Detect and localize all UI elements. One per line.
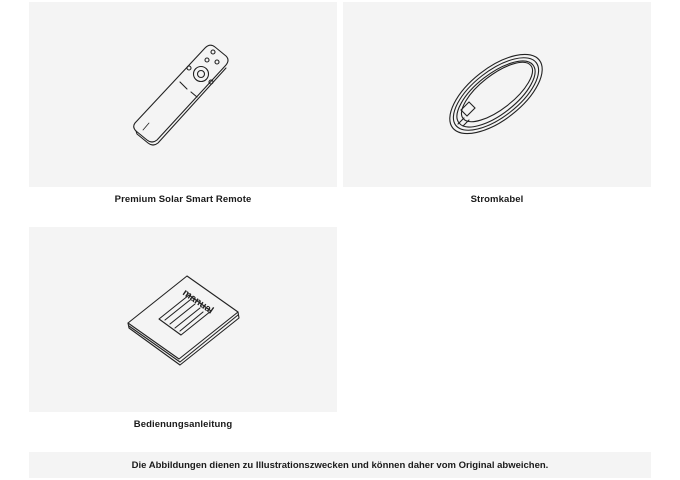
caption-cable: Stromkabel [470, 194, 524, 205]
item-card-remote [29, 2, 337, 187]
power-cable-icon [343, 2, 651, 187]
item-card-manual [29, 227, 337, 412]
caption-manual: Bedienungsanleitung [133, 419, 233, 430]
manual-icon [29, 227, 337, 412]
manual-cover-label: manual [180, 287, 216, 317]
illustration-disclaimer [29, 452, 651, 478]
disclaimer-text: Die Abbildungen dienen zu Illustrationszwecken und können daher vom Original abweichen. [131, 459, 549, 471]
caption-remote: Premium Solar Smart Remote [114, 194, 252, 205]
item-card-cable [343, 2, 651, 187]
remote-control-icon [29, 2, 337, 187]
